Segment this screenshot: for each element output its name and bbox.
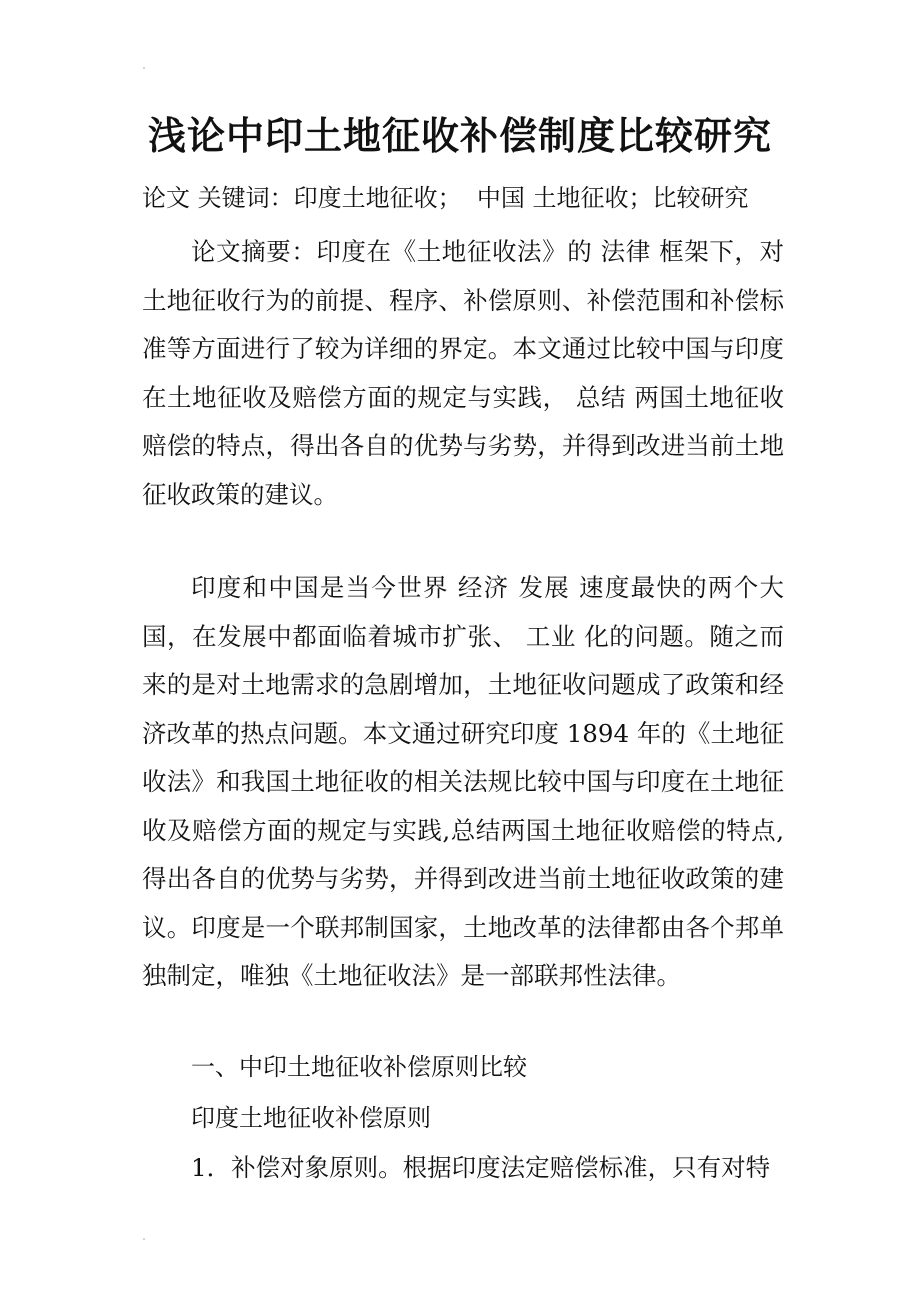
abstract-paragraph: 论文摘要：印度在《土地征收法》的 法律 框架下，对土地征收行为的前提、程序、补偿原则、补偿范围和补偿标准等方面进行了较为详细的界定。本文通过比较中国与印度在土地征收及赔偿方面的规定与实践， 总结 两国土地征收赔偿的特点，得出各自的优势与劣势，并得到改进当前土地征收政策的建议。 bbox=[142, 237, 784, 509]
list-item: 1．补偿对象原则。根据印度法定赔偿标准，只有对特 bbox=[191, 1153, 771, 1182]
keywords-line: 论文 关键词：印度土地征收； 中国 土地征收；比较研究 bbox=[142, 184, 749, 212]
document-title: 浅论中印土地征收补偿制度比较研究 bbox=[147, 113, 772, 158]
intro-paragraph: 印度和中国是当今世界 经济 发展 速度最快的两个大国，在发展中都面临着城市扩张、 工业 化的问题。随之而来的是对土地需求的急剧增加，土地征收问题成了政策和经济改革的热点问题。本文通过研究印度 1894 年的《土地征收法》和我国土地征收的相关法规比较中国与印度在土地征收及赔偿方面的规定与实践,总结两国土地征收赔偿的特点,得出各自的优势与劣势，并得到改进当前土地征收政策的建议。印度是一个联邦制国家，土地改革的法律都由各个邦单独制定，唯独《土地征收法》是一部联邦性法律。 bbox=[142, 573, 784, 990]
scan-speck bbox=[143, 67, 145, 69]
subsection-heading: 印度土地征收补偿原则 bbox=[191, 1104, 431, 1132]
section-heading: 一、中印土地征收补偿原则比较 bbox=[191, 1053, 527, 1081]
scan-speck bbox=[143, 1238, 145, 1240]
